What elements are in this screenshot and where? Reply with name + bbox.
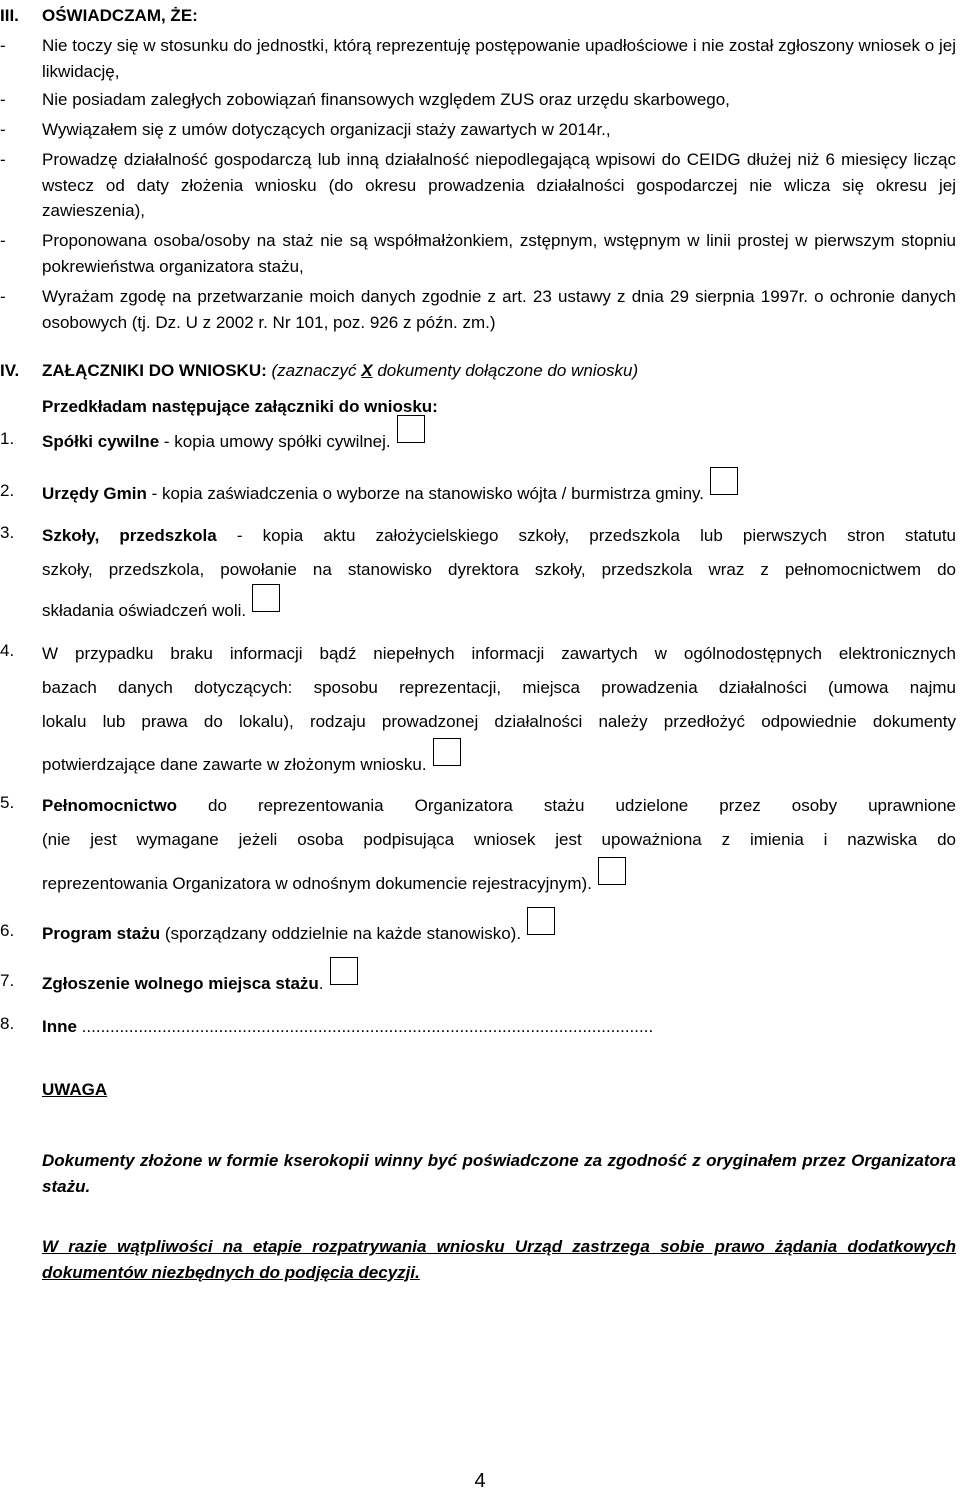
attachment-7-name: Zgłoszenie wolnego miejsca stażu bbox=[42, 974, 319, 993]
dash: - bbox=[0, 120, 6, 139]
attachment-8 bbox=[42, 1014, 956, 1040]
attachment-5-checkbox[interactable] bbox=[598, 857, 626, 885]
attachment-6-checkbox[interactable] bbox=[527, 907, 555, 935]
attachment-4-line4 bbox=[42, 752, 956, 780]
attachment-3-desc: - kopia aktu założycielskiego szkoły, przedszkola lub pierwszych stron statutu bbox=[216, 526, 956, 545]
attachment-4-checkbox[interactable] bbox=[433, 738, 461, 766]
attachments-subtitle: Przedkładam następujące załączniki do wniosku: bbox=[42, 397, 438, 416]
declaration-item: Nie posiadam zaległych zobowiązań finansowych względem ZUS oraz urzędu skarbowego, bbox=[42, 90, 730, 109]
section-4-hint bbox=[272, 361, 639, 380]
attachment-2 bbox=[42, 481, 956, 509]
attachment-1-checkbox[interactable] bbox=[397, 415, 425, 443]
attachment-1 bbox=[42, 429, 956, 457]
note-paragraph-2: W razie wątpliwości na etapie rozpatrywania wniosku Urząd zastrzega sobie prawo żądania dodatkowych dokumentów niezbędnych do podjęcia decyzji. bbox=[42, 1237, 956, 1282]
attachment-4-line4-text: potwierdzające dane zawarte w złożonym wniosku. bbox=[42, 755, 427, 774]
declaration-item: Wywiązałem się z umów dotyczących organizacji staży zawartych w 2014r., bbox=[42, 120, 611, 139]
section-3-title: OŚWIADCZAM, ŻE: bbox=[42, 6, 198, 25]
attachment-number: 3. bbox=[0, 523, 15, 542]
attachment-5-line3 bbox=[42, 871, 956, 899]
attachment-3-name: Szkoły, przedszkola bbox=[42, 526, 217, 545]
attachment-5-name: Pełnomocnictwo bbox=[42, 796, 178, 815]
attachment-3-line2: szkoły, przedszkola, powołanie na stanowisko dyrektora szkoły, przedszkola wraz z pełnomocnictwem do bbox=[42, 560, 956, 579]
dash: - bbox=[0, 287, 6, 306]
hint-start: (zaznaczyć bbox=[271, 361, 362, 380]
attachment-1-desc: - kopia umowy spółki cywilnej. bbox=[159, 432, 391, 451]
declaration-item: Wyrażam zgodę na przetwarzanie moich danych zgodnie z art. 23 ustawy z dnia 29 sierpnia 1997r. o ochronie danych osobowych (tj. Dz. U z 2002 r. Nr 101, poz. 926 z późn. zm.) bbox=[42, 287, 956, 332]
hint-x-mark: X bbox=[361, 361, 373, 380]
attachment-5-line1 bbox=[42, 793, 956, 819]
attachment-7 bbox=[42, 971, 956, 999]
attachment-number: 6. bbox=[0, 921, 15, 940]
attachment-6 bbox=[42, 921, 956, 949]
attachment-3-checkbox[interactable] bbox=[252, 584, 280, 612]
hint-end: dokumenty dołączone do wniosku) bbox=[372, 361, 639, 380]
declaration-item: Prowadzę działalność gospodarczą lub inną działalność niepodlegającą wpisowi do CEIDG dłużej niż 6 miesięcy licząc wstecz od daty złożenia wniosku (do okresu prowadzenia działalności gospodarczej nie wlicza się okresu jej zawieszenia), bbox=[42, 150, 956, 220]
attachment-4-line2: bazach danych dotyczących: sposobu reprezentacji, miejsca prowadzenia działalności (umowa najmu bbox=[42, 678, 956, 697]
dash: - bbox=[0, 36, 6, 55]
dash: - bbox=[0, 150, 6, 169]
attachment-3-line3-text: składania oświadczeń woli. bbox=[42, 601, 247, 620]
attachment-4-line3: lokalu lub prawa do lokalu), rodzaju prowadzonej działalności należy przedłożyć odpowiednie dokumenty bbox=[42, 712, 956, 731]
attachment-number: 7. bbox=[0, 971, 15, 990]
dash: - bbox=[0, 231, 6, 250]
attachment-1-name: Spółki cywilne bbox=[42, 432, 160, 451]
attachment-8-name: Inne bbox=[42, 1017, 77, 1036]
attachment-5-line3-text: reprezentowania Organizatora w odnośnym dokumencie rejestracyjnym). bbox=[42, 874, 592, 893]
attachment-2-name: Urzędy Gmin bbox=[42, 484, 147, 503]
attachment-number: 5. bbox=[0, 793, 15, 812]
attachment-number: 2. bbox=[0, 481, 15, 500]
section-4-title bbox=[42, 361, 638, 381]
attachment-5-line2: (nie jest wymagane jeżeli osoba podpisująca wniosek jest upoważniona z imienia i nazwiska do bbox=[42, 830, 956, 849]
section-4-title-text: ZAŁĄCZNIKI DO WNIOSKU: bbox=[42, 361, 267, 380]
attachment-number: 1. bbox=[0, 429, 15, 448]
attachment-3-line1 bbox=[42, 523, 956, 549]
declaration-item: Proponowana osoba/osoby na staż nie są współmałżonkiem, zstępnym, wstępnym w linii prostej w pierwszym stopniu pokrewieństwa organizatora stażu, bbox=[42, 231, 956, 276]
section-3-number: III. bbox=[0, 6, 19, 25]
attachment-3-line3 bbox=[42, 598, 956, 626]
attachment-2-desc: - kopia zaświadczenia o wyborze na stanowisko wójta / burmistrza gminy. bbox=[146, 484, 704, 503]
attachment-number: 4. bbox=[0, 641, 15, 660]
page-number: 4 bbox=[474, 1470, 486, 1492]
attachment-6-desc: (sporządzany oddzielnie na każde stanowisko). bbox=[160, 924, 522, 943]
dash: - bbox=[0, 90, 6, 109]
attachment-number: 8. bbox=[0, 1014, 15, 1033]
attachment-5-desc: do reprezentowania Organizatora stażu udzielone przez osoby uprawnione bbox=[177, 796, 956, 815]
attachment-4-line1: W przypadku braku informacji bądź niepełnych informacji zawartych w ogólnodostępnych elektronicznych bbox=[42, 644, 956, 663]
attachment-8-dots: ......................................................................................................................... bbox=[76, 1017, 654, 1036]
note-paragraph-1: Dokumenty złożone w formie kserokopii winny być poświadczone za zgodność z oryginałem przez Organizatora stażu. bbox=[42, 1151, 956, 1196]
attachment-2-checkbox[interactable] bbox=[710, 467, 738, 495]
attachment-7-checkbox[interactable] bbox=[330, 957, 358, 985]
note-title: UWAGA bbox=[42, 1080, 108, 1099]
declaration-item: Nie toczy się w stosunku do jednostki, którą reprezentuję postępowanie upadłościowe i nie został zgłoszony wniosek o jej likwidację, bbox=[42, 36, 956, 81]
attachment-6-name: Program stażu bbox=[42, 924, 161, 943]
section-4-number: IV. bbox=[0, 361, 20, 380]
attachment-7-desc: . bbox=[318, 974, 324, 993]
